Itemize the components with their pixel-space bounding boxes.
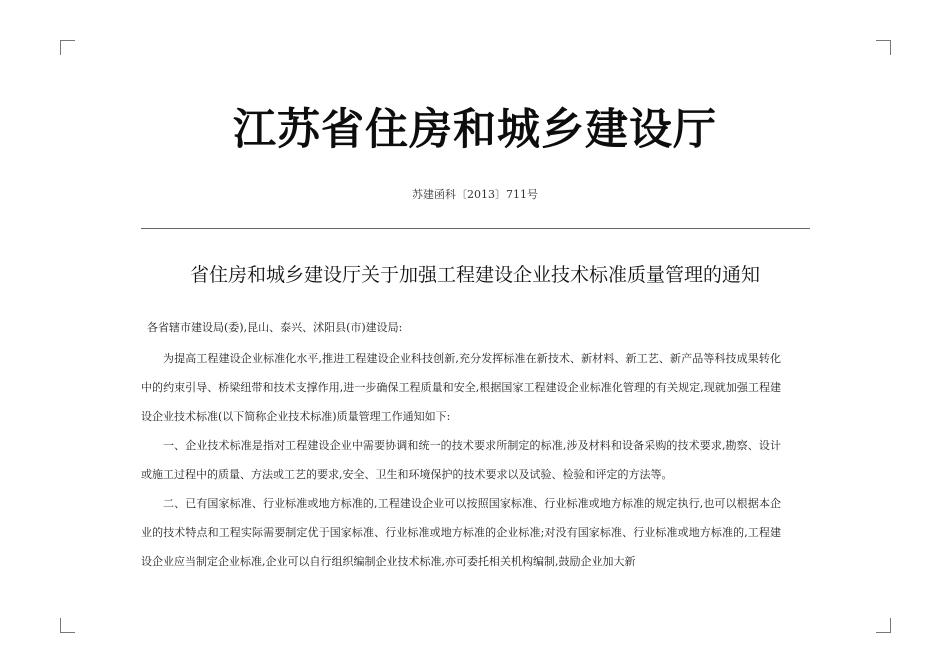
crop-mark-bottom-right [876, 618, 891, 633]
crop-mark-bottom-left [60, 618, 75, 633]
issuer-masthead: 江苏省住房和城乡建设厅 [233, 105, 717, 155]
paragraph-item-1: 一、企业技术标准是指对工程建设企业中需要协调和统一的技术要求所制定的标准,涉及材料和设备采购的技术要求,勘察、设计或施工过程中的质量、方法或工艺的要求,安全、卫生和环境保护的技术要求以及试验、检验和评定的方法等。 [141, 439, 781, 481]
document-number: 苏建函科〔2013〕711号 [412, 188, 538, 201]
paragraph-item-2: 二、已有国家标准、行业标准或地方标准的,工程建设企业可以按照国家标准、行业标准或地方标准的规定执行,也可以根据本企业的技术特点和工程实际需要制定优于国家标准、行业标准或地方标准的企业标准;对没有国家标准、行业标准或地方标准的,工程建设企业应当制定企业标准,企业可以自行组织编制企业技术标准,亦可委托相关机构编制,鼓励企业加大新 [141, 497, 781, 568]
paragraph-intro: 为提高工程建设企业标准化水平,推进工程建设企业科技创新,充分发挥标准在新技术、新材料、新工艺、新产品等科技成果转化中的约束引导、桥梁纽带和技术支撑作用,进一步确保工程质量和安全,根据国家工程建设企业标准化管理的有关规定,现就加强工程建设企业技术标准(以下简称企业技术标准)质量管理工作通知如下: [141, 352, 781, 423]
crop-mark-top-left [60, 40, 75, 55]
masthead-divider [141, 228, 810, 229]
crop-mark-top-right [876, 40, 891, 55]
document-title: 省住房和城乡建设厅关于加强工程建设企业技术标准质量管理的通知 [189, 264, 760, 286]
addressee: 各省辖市建设局(委),昆山、泰兴、沭阳县(市)建设局: [147, 321, 403, 334]
